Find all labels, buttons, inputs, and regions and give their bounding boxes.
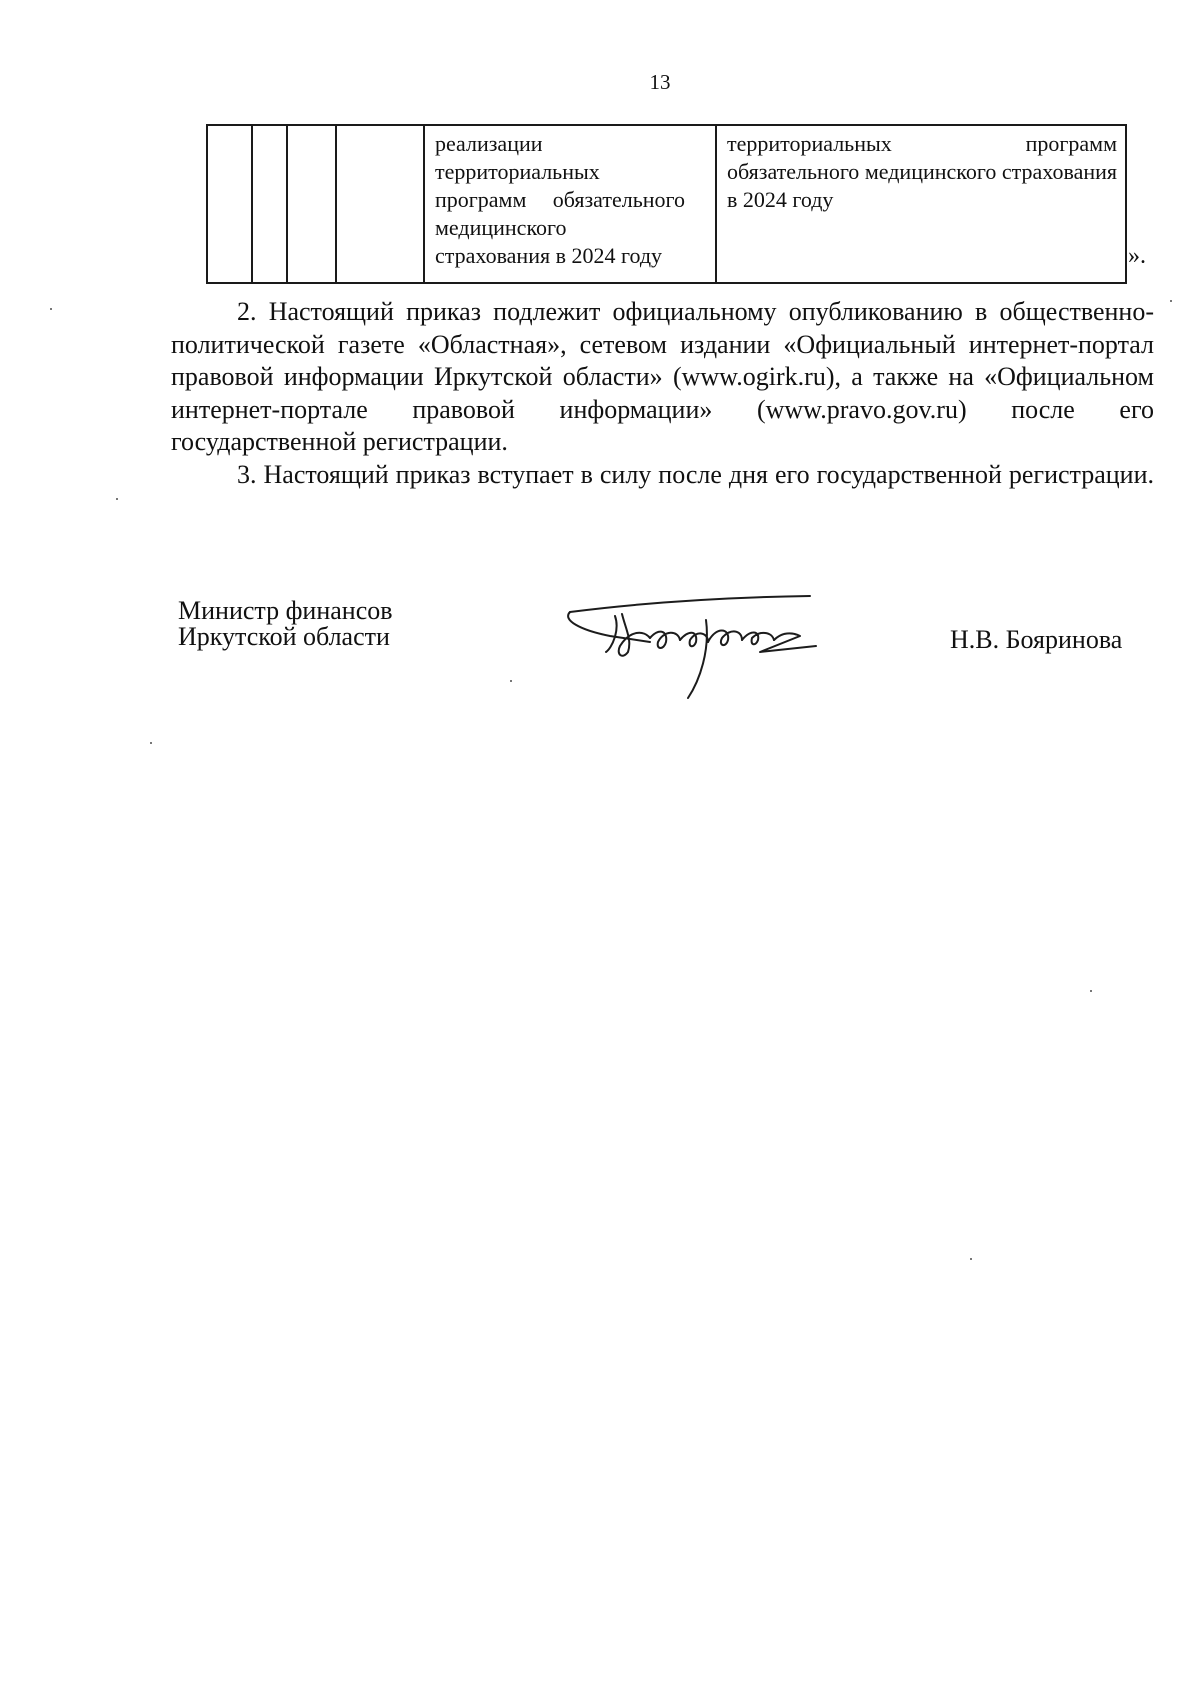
table-cell-col6 — [716, 125, 1126, 283]
scan-speck — [970, 1258, 972, 1260]
table-cell-col2 — [252, 125, 287, 283]
table-cell-col5 — [424, 125, 716, 283]
table-cell-col4 — [336, 125, 424, 283]
table-cell-text: реализации территориальных программ обязательного медицинского страхования в 2024 году — [435, 131, 685, 268]
paragraph-2: 2. Настоящий приказ подлежит официальному опубликованию в общественно-политической газете «Областная», сетевом издании «Официальный интернет-портал правовой информации Иркутской области» (www.ogirk.ru), а также на «Официальном интернет-портале правовой информации» (www.pravo.gov.ru) после его государственной регистрации. — [171, 297, 1154, 456]
scan-speck — [510, 680, 512, 682]
scan-speck — [1170, 300, 1172, 302]
paragraph-3: 3. Настоящий приказ вступает в силу после дня его государственной регистрации. — [237, 459, 1154, 489]
continuation-table — [206, 124, 1127, 284]
table-cell-col3 — [287, 125, 336, 283]
closing-quote: ». — [1128, 243, 1146, 269]
scan-speck — [150, 742, 152, 744]
signatory-name: Н.В. Бояринова — [950, 625, 1123, 654]
table-row — [207, 125, 1126, 283]
order-body — [171, 296, 1154, 491]
signatory-title-line2: Иркутской области — [178, 622, 390, 651]
table-cell-text: территориальных программ обязательного медицинского страхования в 2024 году — [727, 131, 1117, 212]
handwritten-signature — [560, 590, 830, 700]
page-number: 13 — [649, 70, 671, 94]
scan-speck — [50, 308, 52, 310]
scan-speck — [1090, 990, 1092, 992]
scan-speck — [116, 498, 118, 500]
signatory-title — [178, 598, 393, 650]
signatory-title-line1: Министр финансов — [178, 596, 393, 625]
table-cell-col1 — [207, 125, 252, 283]
